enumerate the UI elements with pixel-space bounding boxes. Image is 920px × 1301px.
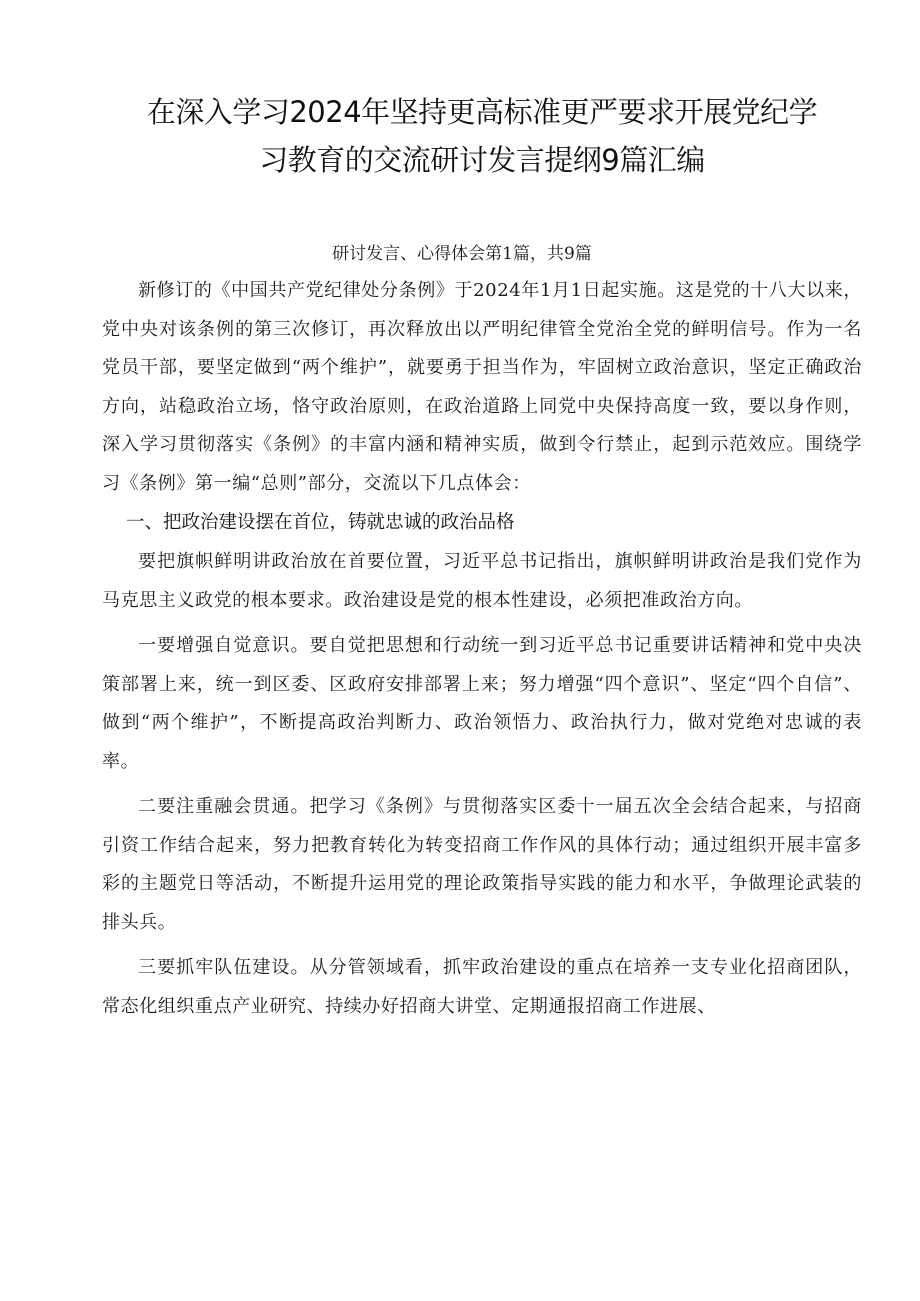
section-heading-1: 一、把政治建设摆在首位，铸就忠诚的政治品格 — [126, 512, 515, 533]
paragraph-point-3: 三要抓牢队伍建设。从分管领域看，抓牢政治建设的重点在培养一支专业化招商团队，常态化组织重点产业研究、持续办好招商大讲堂、定期通报招商工作进展、 — [102, 957, 862, 1017]
title-line-2: 习教育的交流研讨发言提纲9篇汇编 — [259, 143, 705, 177]
document-subtitle: 研讨发言、心得体会第1篇，共9篇 — [332, 244, 592, 264]
paragraph-intro: 新修订的《中国共产党纪律处分条例》于2024年1月1日起实施。这是党的十八大以来，党中央对该条例的第三次修订，再次释放出以严明纪律管全党治全党的鲜明信号。作为一名党员干部，要坚定做到“两个维护”，就要勇于担当作为，牢固树立政治意识，坚定正确政治方向，站稳政治立场，恪守政治原则，在政治道路上同党中央保持高度一致，要以身作则，深入学习贯彻落实《条例》的丰富内涵和精神实质，做到令行禁止，起到示范效应。围绕学习《条例》第一编“总则”部分，交流以下几点体会： — [102, 280, 862, 494]
paragraph-political-priority: 要把旗帜鲜明讲政治放在首要位置，习近平总书记指出，旗帜鲜明讲政治是我们党作为马克思主义政党的根本要求。政治建设是党的根本性建设，必须把准政治方向。 — [102, 551, 862, 611]
document-title — [102, 88, 862, 184]
paragraph-point-1: 一要增强自觉意识。要自觉把思想和行动统一到习近平总书记重要讲话精神和党中央决策部署上来，统一到区委、区政府安排部署上来；努力增强“四个意识”、坚定“四个自信”、做到“两个维护”，不断提高政治判断力、政治领悟力、政治执行力，做对党绝对忠诚的表率。 — [102, 635, 862, 772]
title-line-1: 在深入学习2024年坚持更高标准更严要求开展党纪学 — [146, 95, 818, 129]
document-body — [102, 272, 862, 1026]
paragraph-point-2: 二要注重融会贯通。把学习《条例》与贯彻落实区委十一届五次全会结合起来，与招商引资工作结合起来，努力把教育转化为转变招商工作作风的具体行动；通过组织开展丰富多彩的主题党日等活动，不断提升运用党的理论政策指导实践的能力和水平，争做理论武装的排头兵。 — [102, 796, 862, 933]
